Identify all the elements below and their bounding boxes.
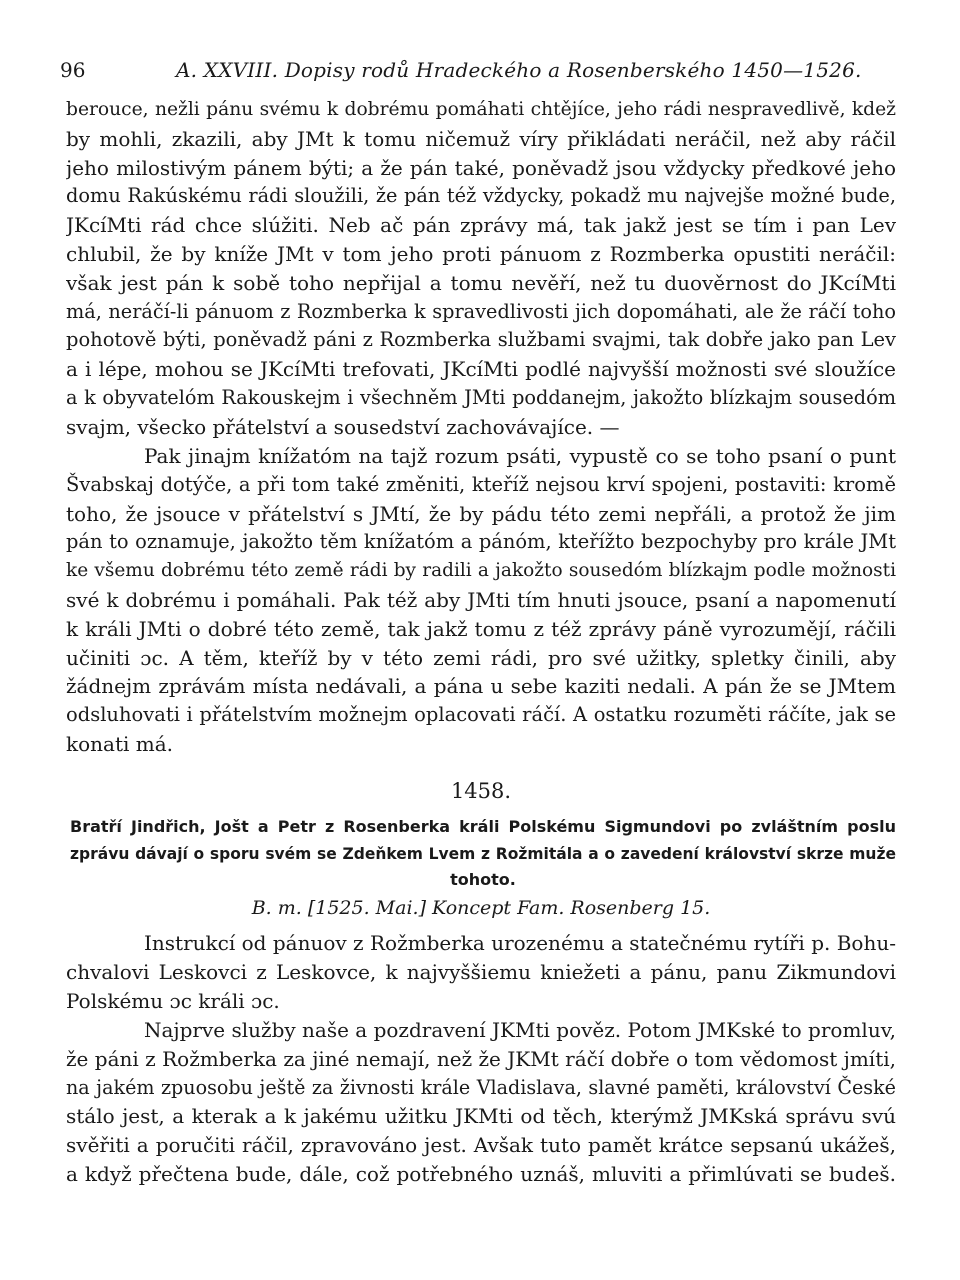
text-line: svěřiti a poručiti ráčil, zpravováno jest. Avšak tuto pamět krátce sepsanú ukážeš, — [66, 1133, 896, 1158]
text-line: a k obyvatelóm Rakouskejm i všechněm JMti poddanejm, jakožto blízkajm sousedóm — [66, 385, 896, 409]
text-line: stálo jest, a kterak a k jakému užitku JKMti od těch, kterýmž JMKská správu svú — [66, 1104, 896, 1129]
text-line: by mohli, zkazili, aby JMt k tomu ničemuž víry přikládati neráčil, než aby ráčil — [66, 126, 896, 151]
text-line: žádnejm zprávám místa nedávali, a pána u sebe kaziti nedali. A pán že se JMtem — [66, 674, 896, 699]
text-line: pán to oznamuje, jakožto těm knížatóm a pánóm, kteřížto bezpochyby pro krále JMt — [66, 530, 896, 554]
text-line: a když přečtena bude, dále, což potřebného uznáš, mluviti a přimlúvati se budeš. — [66, 1161, 896, 1186]
text-line: ke všemu dobrému této země rádi by radili a jakožto sousedóm blízkajm podle možnosti — [66, 560, 896, 582]
text-line: svajm, všecko přátelství a sousedství zachovávajíce. — — [66, 414, 620, 439]
text-line: konati má. — [66, 731, 174, 756]
running-title: A. XXVIII. Dopisy rodů Hradeckého a Rosenberského 1450—1526. — [176, 58, 862, 82]
text-line: k králi JMti o dobré této země, tak jakž tomu z též zprávy páně vyrozumějí, ráčili — [66, 616, 896, 641]
text-line: Najprve služby naše a pozdravení JKMti pověz. Potom JMKské to promluv, — [144, 1018, 896, 1042]
text-line: chlubil, že by kníže JMt v tom jeho proti pánuom z Rozmberka opustiti neráčil: — [66, 241, 896, 266]
text-line: své k dobrému i pomáhali. Pak též aby JMti tím hnuti jsouce, psaní a napomenutí — [66, 587, 896, 612]
paragraph-2 — [66, 442, 896, 759]
text-line: odsluhovati i přátelstvím možnejm oplacovati ráčí. A ostatku rozuměti ráčíte, jak se — [66, 703, 896, 727]
paragraph-3 — [66, 929, 896, 1015]
text-line: toho, že jsouce v přátelství s JMtí, že by pádu této zemi nepřáli, a protož že jim — [66, 501, 896, 526]
running-head — [60, 56, 896, 84]
text-line: učiniti ɔc. A těm, kteříž by v této zemi rádi, pro své užitky, spletky činili, aby — [66, 645, 896, 670]
text-line: však jest pán k sobě toho nepřijal a tomu nevěří, než tu duověrnost do JKcíMti — [66, 270, 896, 295]
document-source: B. m. [1525. Mai.] Koncept Fam. Rosenberg 15. — [251, 897, 711, 919]
text-line: jeho milostivým pánem býti; a že pán také, poněvadž jsou vždycky předkové jeho — [66, 155, 896, 180]
text-line: že páni z Rožmberka za jiné nemají, než že JKMt ráčí dobře o tom vědomost jmíti, — [66, 1046, 896, 1071]
text-line: pohotově býti, poněvadž páni z Rozmberka službami svajmi, tak dobře jako pan Lev — [66, 328, 896, 352]
text-line: na jakém zpuosobu ještě za živnosti krále Vladislava, slavné paměti, království České — [66, 1075, 896, 1099]
continuation-paragraph — [66, 96, 896, 442]
text-line: JKcíMti rád chce slúžiti. Neb ač pán zprávy má, tak jakž jest se tím i pan Lev — [66, 213, 896, 238]
text-line: berouce, nežli pánu svému k dobrému pomáhati chtějíce, jeho rádi nespravedlivě, kdež — [66, 99, 896, 120]
text-line: Švabskaj dotýče, a při tom také změniti, kteříž nejsou krví spojeni, postaviti: kromě — [66, 472, 896, 496]
heading-line: Bratří Jindřich, Jošt a Petr z Rosenberka králi Polskému Sigmundovi po zvláštním poslu — [70, 817, 896, 836]
text-line: a i lépe, mohou se JKcíMti trefovati, JKcíMti podlé najvyšší možnosti své sloužíce — [66, 357, 896, 382]
paragraph-4 — [66, 1016, 896, 1189]
text-line: Polskému ɔc králi ɔc. — [66, 988, 280, 1013]
heading-line: zprávu dávají o sporu svém se Zdeňkem Lvem z Rožmitála a o zavedení království skrze muže — [70, 844, 896, 863]
text-line: domu Rakúskému rádi sloužili, že pán též vždycky, pokadž mu najvejše možné bude, — [66, 184, 896, 208]
text-line: má, neráčí-li pánuom z Rozmberka k spravedlivosti jich dopomáhati, ale že ráčí toho — [66, 299, 896, 323]
text-line: Instrukcí od pánuov z Rožmberka urozenému a statečnému rytíři p. Bohu- — [144, 931, 896, 955]
document-heading — [70, 814, 896, 894]
page-number: 96 — [60, 58, 86, 82]
text-line: Pak jinajm knížatóm na tajž rozum psáti, vypustě co se toho psaní o punt — [144, 444, 896, 468]
heading-line: tohoto. — [450, 870, 516, 889]
document-year: 1458. — [450, 779, 512, 803]
text-line: chvalovi Leskovci z Leskovce, k najvyššiemu kniežeti a pánu, panu Zikmundovi — [66, 959, 896, 984]
